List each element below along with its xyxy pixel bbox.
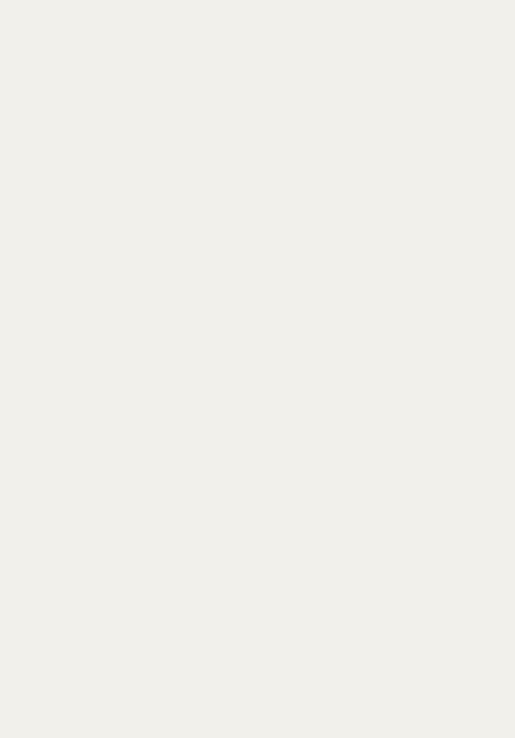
top-text-block bbox=[38, 26, 478, 338]
bottom-text-block bbox=[38, 346, 478, 684]
